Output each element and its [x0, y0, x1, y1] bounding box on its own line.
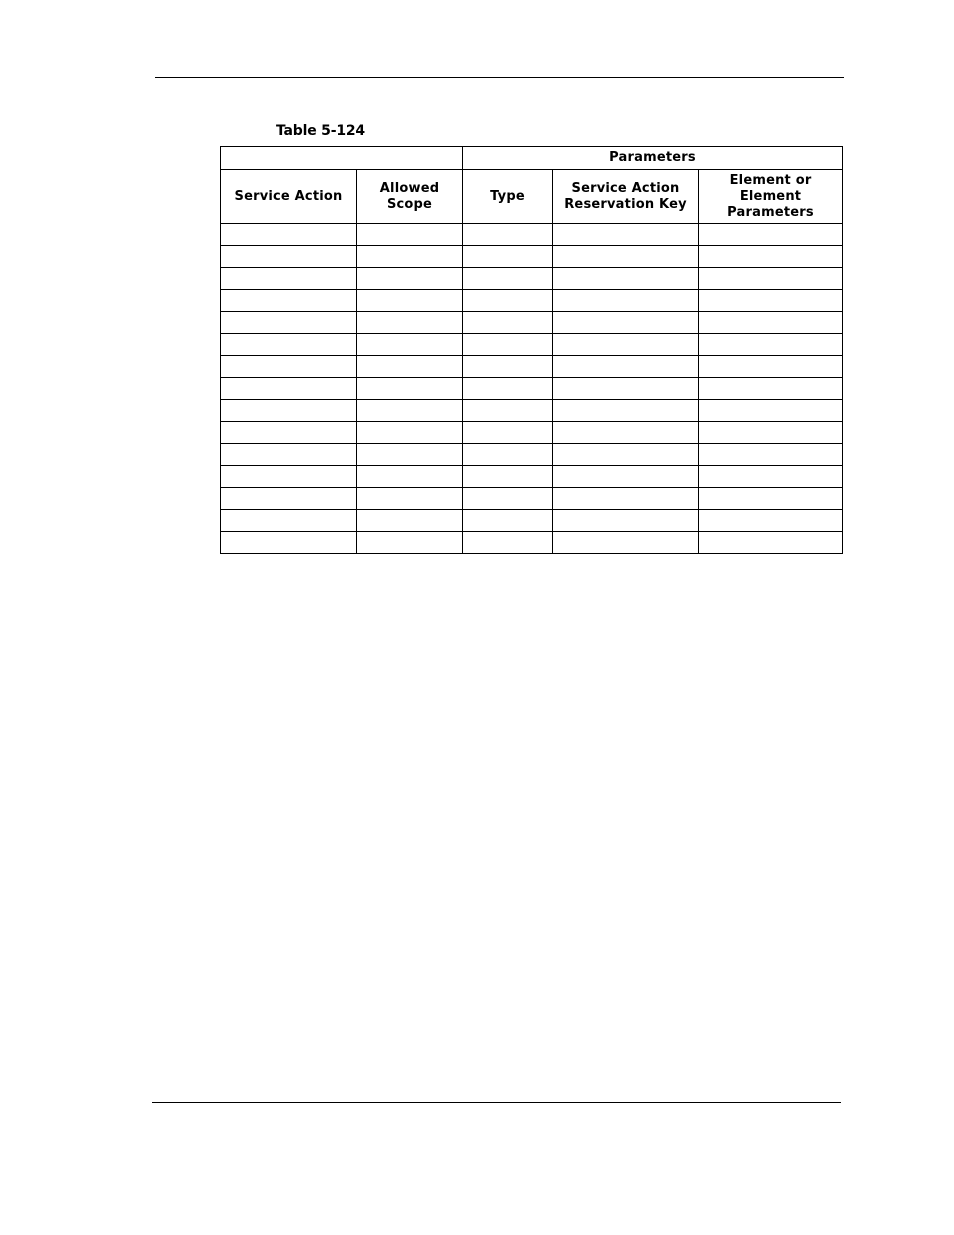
table-cell: [553, 356, 699, 378]
table-cell: [221, 488, 357, 510]
table-cell: [553, 290, 699, 312]
table-cell: [553, 312, 699, 334]
table-cell: [553, 334, 699, 356]
table-cell: [463, 224, 553, 246]
table-cell: [463, 466, 553, 488]
table-cell: [699, 378, 843, 400]
table-cell: [357, 444, 463, 466]
table-row: [221, 422, 843, 444]
table-cell: [699, 422, 843, 444]
footer-rule: [152, 1102, 841, 1103]
table-cell: [699, 444, 843, 466]
column-header-type: Type: [463, 170, 553, 224]
table-row: [221, 334, 843, 356]
table-cell: [699, 510, 843, 532]
table-cell: [699, 400, 843, 422]
table-row: [221, 488, 843, 510]
table-row: [221, 312, 843, 334]
header-rule: [155, 77, 844, 78]
table-cell: [553, 510, 699, 532]
table-row: [221, 290, 843, 312]
table-cell: [357, 422, 463, 444]
table-group-header-row: [221, 147, 843, 170]
table-cell: [221, 532, 357, 554]
table-cell: [699, 466, 843, 488]
table-row: [221, 532, 843, 554]
table-cell: [553, 246, 699, 268]
table-row: [221, 466, 843, 488]
table-cell: [221, 224, 357, 246]
table-body: [221, 224, 843, 554]
table-cell: [553, 532, 699, 554]
table-cell: [221, 356, 357, 378]
table-cell: [553, 224, 699, 246]
table-row: [221, 400, 843, 422]
table-row: [221, 356, 843, 378]
column-header-service-action: Service Action: [221, 170, 357, 224]
table-cell: [357, 246, 463, 268]
table-cell: [553, 444, 699, 466]
table-cell: [553, 268, 699, 290]
table-row: [221, 268, 843, 290]
table-cell: [463, 488, 553, 510]
table-cell: [357, 290, 463, 312]
table-cell: [357, 400, 463, 422]
table-cell: [699, 356, 843, 378]
table-row: [221, 246, 843, 268]
table-cell: [699, 268, 843, 290]
table-cell: [357, 378, 463, 400]
table-cell: [463, 268, 553, 290]
group-header-parameters: Parameters: [463, 147, 843, 170]
table-cell: [357, 268, 463, 290]
service-action-table: [220, 146, 843, 554]
table-header-row: [221, 170, 843, 224]
table-cell: [699, 246, 843, 268]
table-row: [221, 510, 843, 532]
table-cell: [553, 488, 699, 510]
table-cell: [463, 312, 553, 334]
table-cell: [463, 246, 553, 268]
table-cell: [699, 488, 843, 510]
table-cell: [463, 290, 553, 312]
table-cell: [553, 422, 699, 444]
table-cell: [357, 334, 463, 356]
table-cell: [699, 334, 843, 356]
table-cell: [463, 422, 553, 444]
table-cell: [221, 268, 357, 290]
column-header-allowed-scope: Allowed Scope: [357, 170, 463, 224]
table-row: [221, 378, 843, 400]
table-cell: [463, 400, 553, 422]
table-cell: [221, 444, 357, 466]
table-cell: [221, 290, 357, 312]
column-header-service-action-reservation-key: Service Action Reservation Key: [553, 170, 699, 224]
table-cell: [463, 334, 553, 356]
table-cell: [221, 466, 357, 488]
table-cell: [699, 312, 843, 334]
table-row: [221, 444, 843, 466]
table-row: [221, 224, 843, 246]
table-cell: [221, 334, 357, 356]
table-cell: [699, 290, 843, 312]
table-cell: [357, 510, 463, 532]
table-cell: [699, 224, 843, 246]
table-cell: [553, 466, 699, 488]
table-cell: [357, 532, 463, 554]
table-cell: [699, 532, 843, 554]
table-cell: [221, 400, 357, 422]
table-cell: [221, 312, 357, 334]
table-cell: [221, 378, 357, 400]
table-cell: [463, 356, 553, 378]
table-cell: [221, 246, 357, 268]
table-cell: [553, 378, 699, 400]
group-header-empty: [221, 147, 463, 170]
table-cell: [221, 422, 357, 444]
column-header-element-parameters: Element or Element Parameters: [699, 170, 843, 224]
table-cell: [463, 378, 553, 400]
table-cell: [357, 488, 463, 510]
table-cell: [357, 356, 463, 378]
table-cell: [357, 466, 463, 488]
table-cell: [357, 312, 463, 334]
table-cell: [553, 400, 699, 422]
table-cell: [221, 510, 357, 532]
table-cell: [463, 444, 553, 466]
table-caption: Table 5-124: [276, 123, 365, 139]
table-cell: [357, 224, 463, 246]
table-cell: [463, 510, 553, 532]
table-cell: [463, 532, 553, 554]
